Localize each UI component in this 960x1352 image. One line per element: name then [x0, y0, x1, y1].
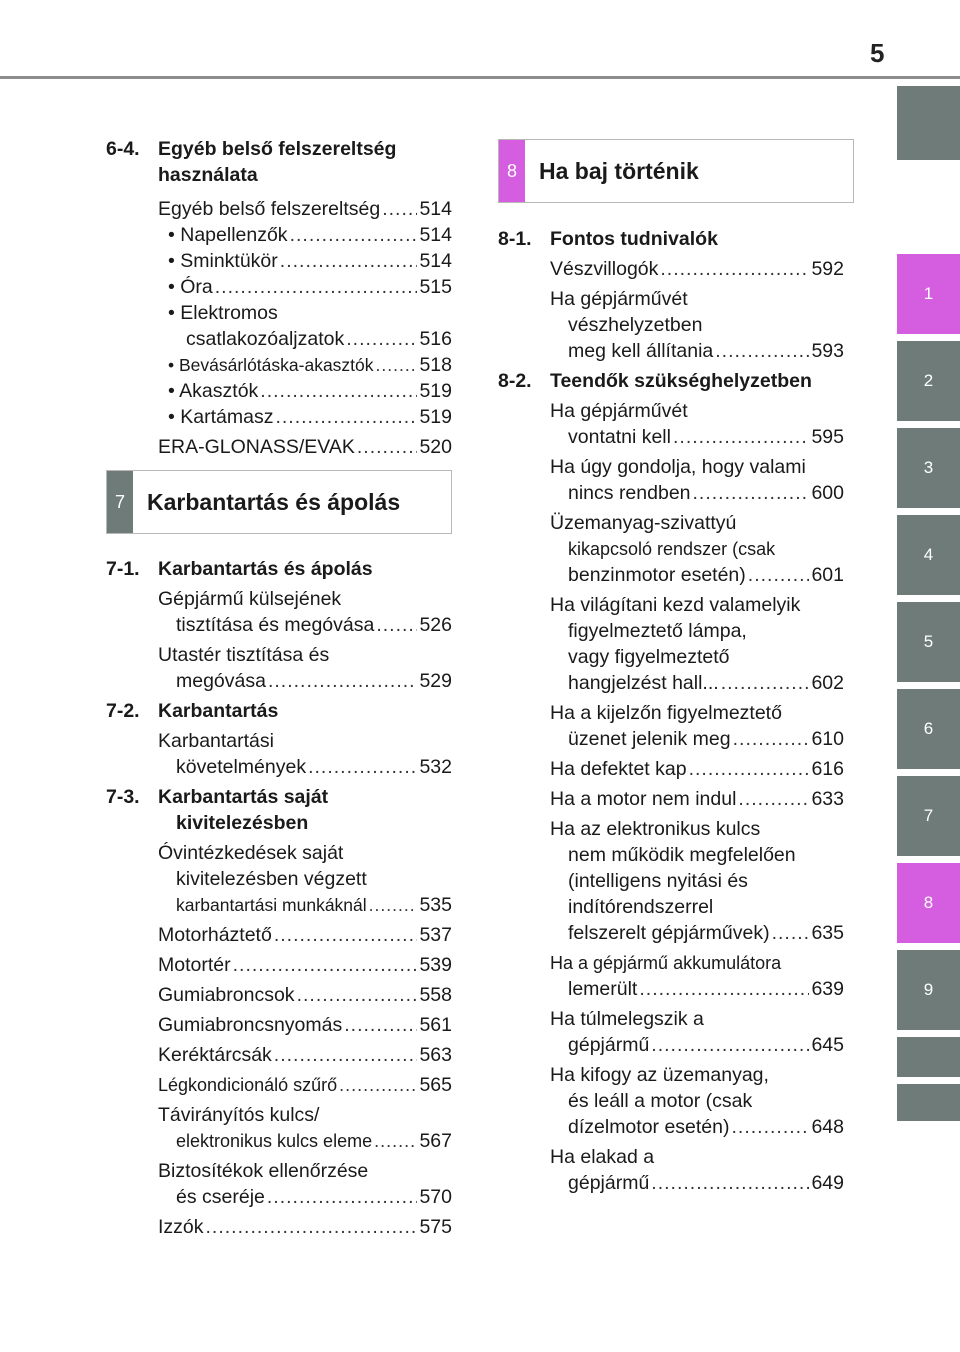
- toc-entry[interactable]: Ha a motor nem indul ..... 633: [498, 786, 844, 812]
- chapter-tab-9[interactable]: 9: [897, 950, 960, 1030]
- toc-entry[interactable]: Üzemanyag-szivattyú kikapcsoló rendszer (csak benzinmotor esetén) ..... 601: [498, 510, 844, 588]
- toc-entry[interactable]: Ha az elektronikus kulcs nem működik megfelelően (intelligens nyitási és indítórendszerrel felszerelt gépjárművek) ..... 635: [498, 816, 844, 946]
- toc-entry[interactable]: Biztosítékok ellenőrzése és cseréje ..... 570: [106, 1158, 452, 1210]
- toc-entry[interactable]: Ha a gépjármű akkumulátora lemerült ..... 639: [498, 950, 844, 1002]
- chapter-number: 7: [107, 471, 133, 533]
- toc-entry[interactable]: Ha defektet kap ..... 616: [498, 756, 844, 782]
- toc-entry[interactable]: • Bevásárlótáska-akasztók ..... 518: [106, 352, 452, 378]
- chapter-tab-8[interactable]: 8: [897, 863, 960, 943]
- toc-entry[interactable]: Ha túlmelegszik a gépjármű ..... 645: [498, 1006, 844, 1058]
- chapter-tab-4[interactable]: 4: [897, 515, 960, 595]
- top-divider: [0, 76, 960, 79]
- toc-entry[interactable]: Gumiabroncsnyomás ..... 561: [106, 1012, 452, 1038]
- toc-entry[interactable]: Óvintézkedések saját kivitelezésben végzett karbantartási munkáknál ..... 535: [106, 840, 452, 918]
- chapter-tab-3[interactable]: 3: [897, 428, 960, 508]
- toc-entry[interactable]: Ha a kijelzőn figyelmeztető üzenet jelenik meg ..... 610: [498, 700, 844, 752]
- chapter-tab-end[interactable]: [897, 1084, 960, 1121]
- toc-entry[interactable]: • Akasztók ..... 519: [106, 378, 452, 404]
- chapter-number: 8: [499, 140, 525, 202]
- toc-entry[interactable]: Gumiabroncsok ..... 558: [106, 982, 452, 1008]
- section-heading-8-2[interactable]: 8-2. Teendők szükséghelyzetben: [498, 370, 812, 392]
- toc-entry[interactable]: Ha világítani kezd valamelyik figyelmeztető lámpa, vagy figyelmeztető hangjelzést hall... ..... 602: [498, 592, 844, 696]
- toc-entry[interactable]: Keréktárcsák ..... 563: [106, 1042, 452, 1068]
- chapter-tab-index[interactable]: [897, 1037, 960, 1077]
- chapter-tab-blank[interactable]: [897, 86, 960, 160]
- toc-entry[interactable]: Utastér tisztítása és megóvása ..... 529: [106, 642, 452, 694]
- toc-entry[interactable]: Távirányítós kulcs/ elektronikus kulcs eleme ..... 567: [106, 1102, 452, 1154]
- toc-entry[interactable]: • Kartámasz ..... 519: [106, 404, 452, 430]
- toc-entry[interactable]: Ha elakad a gépjármű ..... 649: [498, 1144, 844, 1196]
- toc-entry[interactable]: Egyéb belső felszereltség ..... 514: [106, 196, 452, 222]
- section-heading-7-3[interactable]: 7-3. Karbantartás saját kivitelezésben: [106, 786, 329, 834]
- chapter-tab-1[interactable]: 1: [897, 254, 960, 334]
- chapter-title: Karbantartás és ápolás: [147, 489, 401, 515]
- chapter-7-header[interactable]: [106, 470, 452, 534]
- chapter-8-header[interactable]: [498, 139, 854, 203]
- section-heading-7-1[interactable]: 7-1. Karbantartás és ápolás: [106, 558, 373, 580]
- toc-entry[interactable]: • Elektromos csatlakozóaljzatok ..... 516: [106, 300, 452, 352]
- chapter-tab-7[interactable]: 7: [897, 776, 960, 856]
- section-heading-8-1[interactable]: 8-1. Fontos tudnivalók: [498, 228, 718, 250]
- toc-entry[interactable]: Motortér ..... 539: [106, 952, 452, 978]
- page-number: 5: [870, 38, 885, 68]
- toc-right-column: [498, 226, 844, 1200]
- toc-entry[interactable]: Ha kifogy az üzemanyag, és leáll a motor (csak dízelmotor esetén) ..... 648: [498, 1062, 844, 1140]
- toc-entry[interactable]: • Óra ..... 515: [106, 274, 452, 300]
- section-heading-7-2[interactable]: 7-2. Karbantartás: [106, 700, 279, 722]
- toc-entry[interactable]: • Napellenzők ..... 514: [106, 222, 452, 248]
- toc-entry[interactable]: Légkondicionáló szűrő ..... 565: [106, 1072, 452, 1098]
- toc-entry[interactable]: Ha úgy gondolja, hogy valami nincs rendben ..... 600: [498, 454, 844, 506]
- toc-entry[interactable]: Ha gépjárművét vontatni kell ..... 595: [498, 398, 844, 450]
- toc-entry[interactable]: ERA-GLONASS/EVAK ..... 520: [106, 434, 452, 460]
- chapter-tab-2[interactable]: 2: [897, 341, 960, 421]
- chapter-tab-5[interactable]: 5: [897, 602, 960, 682]
- toc-entry[interactable]: Gépjármű külsejének tisztítása és megóvása ..... 526: [106, 586, 452, 638]
- toc-entry[interactable]: • Sminktükör ..... 514: [106, 248, 452, 274]
- toc-left-column: [106, 136, 452, 1244]
- toc-entry[interactable]: Karbantartási követelmények ..... 532: [106, 728, 452, 780]
- chapter-title: Ha baj történik: [539, 157, 699, 184]
- section-heading-6-4[interactable]: 6-4. Egyéb belső felszereltség használata: [106, 138, 397, 186]
- toc-entry[interactable]: Izzók ..... 575: [106, 1214, 452, 1240]
- toc-entry[interactable]: Vészvillogók ..... 592: [498, 256, 844, 282]
- toc-entry[interactable]: Motorháztető ..... 537: [106, 922, 452, 948]
- toc-entry[interactable]: Ha gépjárművét vészhelyzetben meg kell állítania ..... 593: [498, 286, 844, 364]
- chapter-tab-6[interactable]: 6: [897, 689, 960, 769]
